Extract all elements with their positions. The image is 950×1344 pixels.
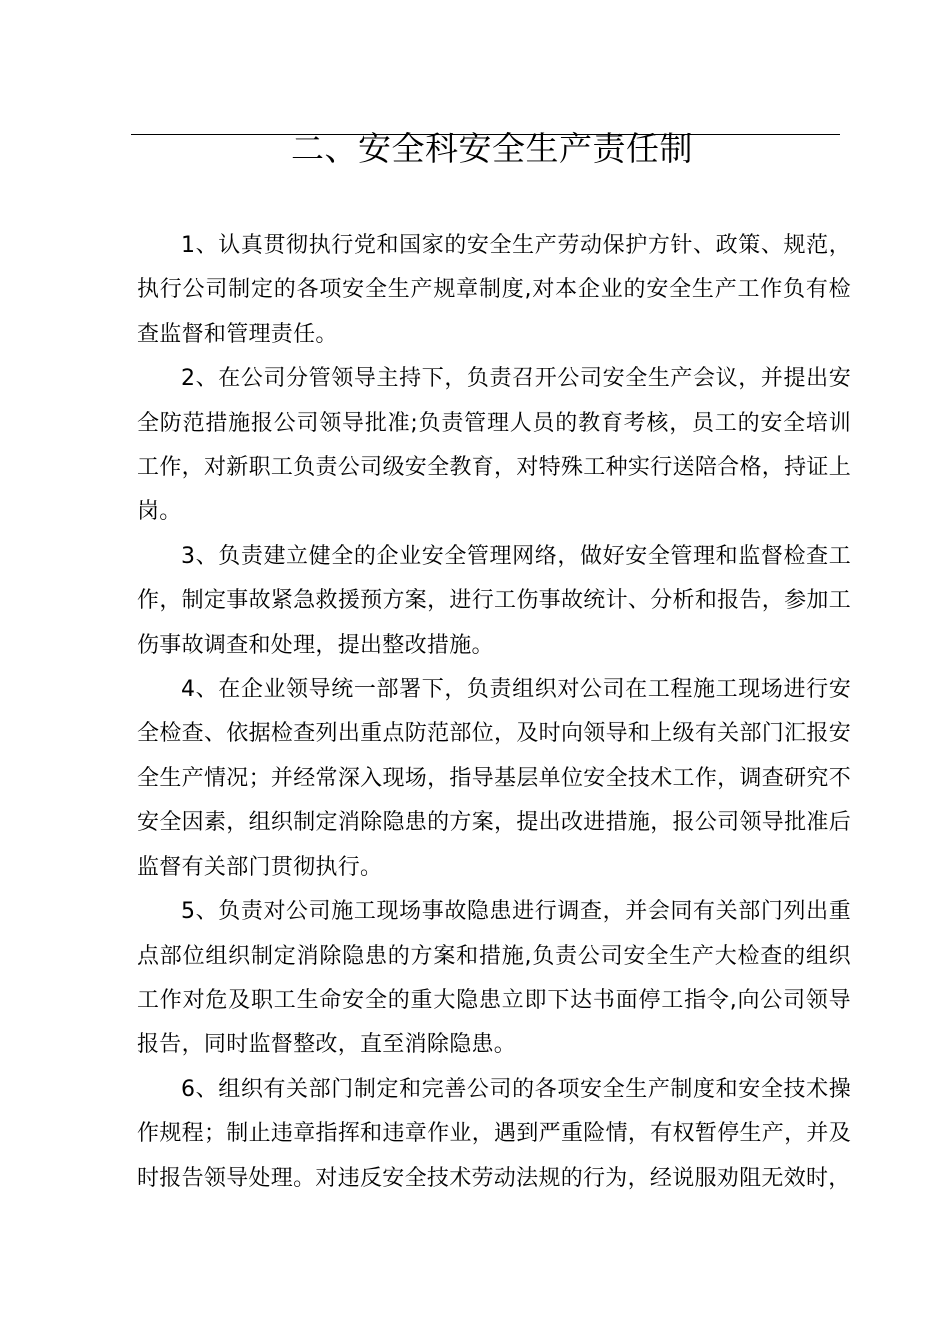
paragraph-1: 1、认真贯彻执行党和国家的安全生产劳动保护方针、政策、规范，执行公司制定的各项安全生产规章制度,对本企业的安全生产工作负有检查监督和管理责任。 (137, 233, 851, 347)
paragraph-2: 2、在公司分管领导主持下，负责召开公司安全生产会议，并提出安全防范措施报公司领导批准;负责管理人员的教育考核，员工的安全培训工作，对新职工负责公司级安全教育，对特殊工种实行送陪合格，持证上岗。 (137, 366, 851, 525)
document-body (137, 224, 851, 1201)
paragraph-3: 3、负责建立健全的企业安全管理网络，做好安全管理和监督检查工作，制定事故紧急救援预方案，进行工伤事故统计、分析和报告，参加工伤事故调查和处理，提出整改措施。 (137, 543, 851, 658)
paragraph-6: 6、组织有关部门制定和完善公司的各项安全生产制度和安全技术操作规程；制止违章指挥和违章作业，遇到严重险情，有权暂停生产，并及时报告领导处理。对违反安全技术劳动法规的行为，经说服劝阻无效时， (137, 1076, 851, 1191)
paragraph-4: 4、在企业领导统一部署下，负责组织对公司在工程施工现场进行安全检查、依据检查列出重点防范部位，及时向领导和上级有关部门汇报安全生产情况；并经常深入现场，指导基层单位安全技术工作，调查研究不安全因素，组织制定消除隐患的方案，提出改进措施，报公司领导批准后监督有关部门贯彻执行。 (137, 677, 851, 880)
paragraph-5: 5、负责对公司施工现场事故隐患进行调查，并会同有关部门列出重点部位组织制定消除隐患的方案和措施,负责公司安全生产大检查的组织工作对危及职工生命安全的重大隐患立即下达书面停工指令,向公司领导报告，同时监督整改，直至消除隐患。 (137, 899, 851, 1058)
page-title: 二、安全科安全生产责任制 (291, 129, 693, 168)
